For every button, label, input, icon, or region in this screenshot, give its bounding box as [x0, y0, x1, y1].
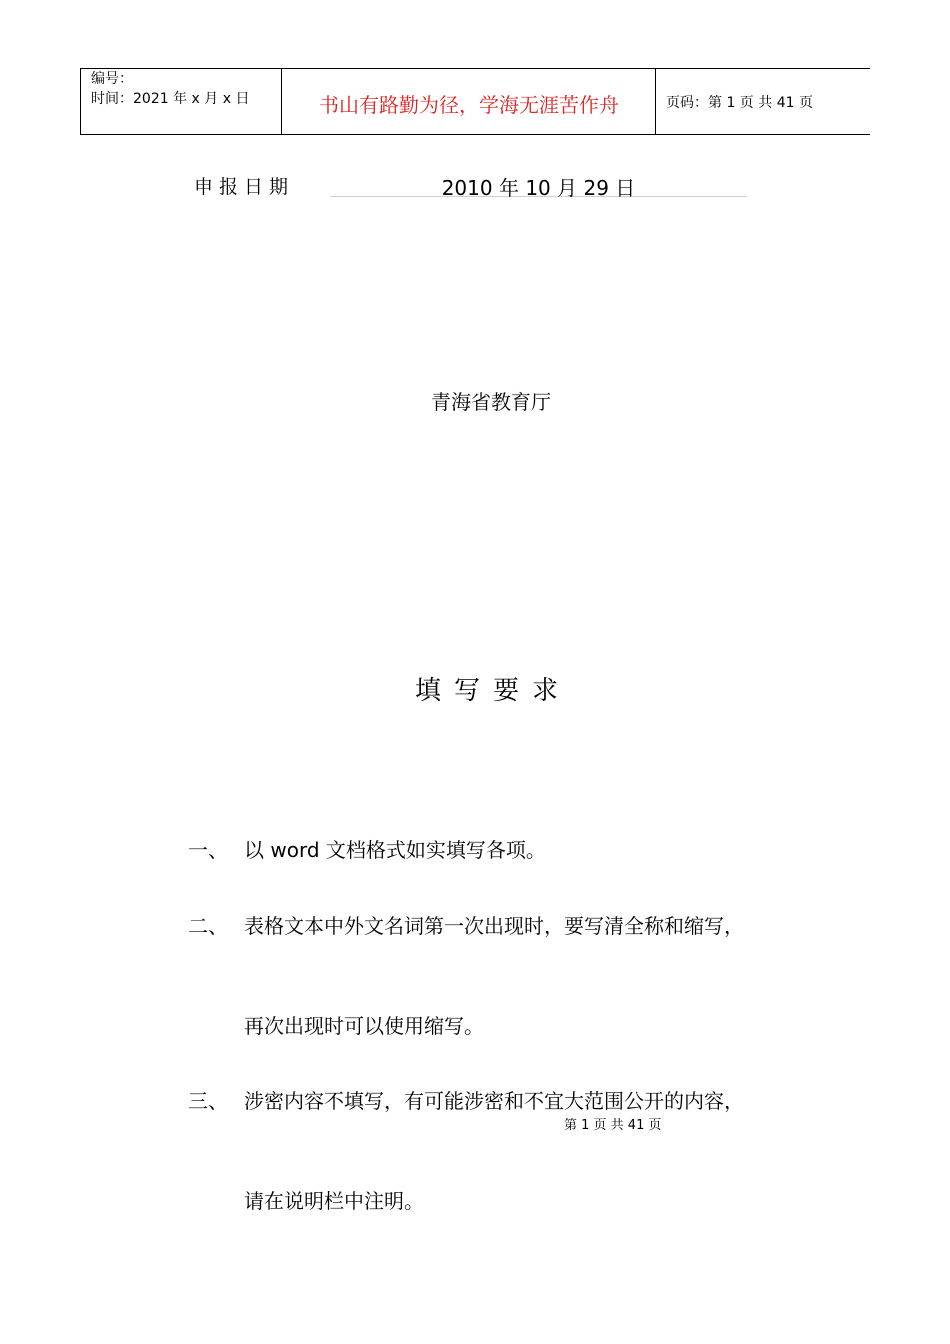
- section-title: 填写要求: [414, 676, 571, 706]
- requirement-text: 涉密内容不填写，有可能涉密和不宜大范围公开的内容，: [244, 1089, 744, 1113]
- footer-page-info: 第 1 页 共 41 页: [564, 1118, 662, 1133]
- time-label: 时间：2021 年 x 月 x 日: [91, 91, 250, 107]
- code-label: 编号：: [91, 71, 133, 87]
- declaration-date-row: [0, 172, 950, 198]
- requirement-number: 二、: [188, 914, 228, 938]
- requirement-text: 表格文本中外文名词第一次出现时，要写清全称和缩写，: [244, 914, 744, 938]
- header-table: [80, 68, 870, 135]
- requirement-text: 再次出现时可以使用缩写。: [244, 1014, 484, 1038]
- date-label: 申报日期: [194, 176, 295, 198]
- header-divider: [281, 69, 282, 134]
- requirement-text: 请在说明栏中注明。: [244, 1189, 424, 1213]
- date-value: 2010 年 10 月 29 日: [330, 172, 747, 197]
- requirement-text: 以 word 文档格式如实填写各项。: [244, 838, 546, 862]
- header-meta: [91, 69, 249, 109]
- requirement-number: 一、: [188, 838, 228, 862]
- requirement-number: 三、: [188, 1089, 228, 1113]
- organization-name: 青海省教育厅: [431, 390, 551, 414]
- header-divider: [655, 69, 656, 134]
- header-page-info: 页码：第 1 页 共 41 页: [666, 95, 813, 111]
- header-motto: 书山有路勤为径，学海无涯苦作舟: [319, 93, 619, 117]
